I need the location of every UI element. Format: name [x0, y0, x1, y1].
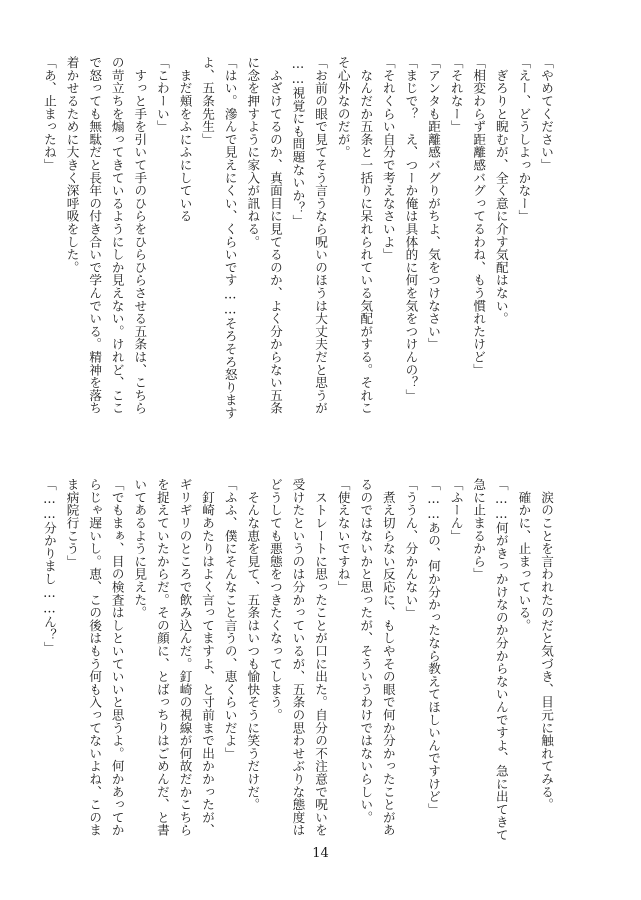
text-line: 「あ、止まったね」 — [41, 56, 57, 172]
text-line: そ心外なのだが。 — [335, 56, 351, 159]
text-line: らじゃ遅いし。恵、この後はもう何も入ってないよね、このま — [87, 478, 103, 837]
text-line: で怒っても無駄だと長年の付き合いで学んでいる。精神を落ち — [87, 56, 103, 415]
text-line: なんだか五条と一括りに呆れられている気配がする。それこ — [358, 56, 374, 415]
text-line: 「……あの、何か分かったなら教えてほしいんですけど」 — [426, 478, 442, 816]
text-block-top — [41, 56, 557, 454]
text-line: 「こわーい」 — [154, 56, 170, 133]
text-line: 「まじで？ え、つーか俺は具体的に何を気をつけんの？」 — [403, 56, 419, 402]
text-line: るのではないかと思ったが、そういうわけではないらしい。 — [358, 478, 374, 824]
text-line: 「はい。滲んで見えにくい、くらいです……そろそろ怒ります — [222, 56, 238, 420]
page-number: 14 — [312, 846, 329, 861]
text-line: よ、五条先生」 — [200, 56, 216, 146]
text-line: 「お前の眼で見てそう言うなら呪いのほうは大丈夫だと思うが — [313, 56, 329, 415]
text-line: ぎろりと睨むが、全く意に介す気配はない。 — [493, 56, 509, 325]
text-line: そんな恵を見て、五条はいつも愉快そうに笑うだけだ。 — [245, 478, 261, 811]
text-block-bottom — [41, 478, 557, 876]
text-line: 「ううん、分かんない」 — [403, 478, 419, 619]
text-line: 「やめてください」 — [539, 56, 554, 172]
text-line: 「……分かりまし……ん？」 — [41, 478, 57, 654]
text-line: 釘崎あたりはよく言ってますよ、と寸前まで出かかったが、 — [200, 478, 216, 837]
text-line: いてあるように見えた。 — [132, 478, 148, 619]
text-line: 「えー、どうしよっかなー」 — [516, 56, 532, 223]
text-line: 確かに、止まっている。 — [516, 478, 532, 632]
text-line: 着かせるために大きく深呼吸をした。 — [64, 56, 80, 274]
text-line: 煮え切らない反応に、もしやその眼で何か分かったことがあ — [380, 478, 396, 837]
text-line: まだ頬をふにふにしている — [177, 56, 193, 223]
text-line: 「アンタも距離感バグりがちよ、気をつけなさい」 — [426, 56, 442, 351]
text-line: に念を押すように家入が訊ねる。 — [245, 56, 261, 248]
text-line: の苛立ちを煽ってきているようにしか見えない。けれど、ここ — [109, 56, 125, 415]
text-line: 「それなー」 — [448, 56, 464, 133]
text-line: 「相変わらず距離感バグってるわね、もう慣れたけど」 — [471, 56, 487, 376]
text-line: 「ふふ、僕にそんなこと言うの、恵くらいだよ」 — [222, 478, 238, 760]
text-line: 涙のことを言われたのだと気づき、目元に触れてみる。 — [539, 478, 554, 811]
text-line: ま病院行こう」 — [64, 478, 80, 568]
text-line: 「でもまぁ、目の検査はしといていいと思うよ。何かあってか — [109, 478, 125, 837]
text-line: 急に止まるから」 — [471, 478, 487, 581]
text-line: ストレートに思ったことが口に出た。自分の不注意で呪いを — [313, 478, 329, 837]
text-line: 「それくらい自分で考えなさいよ」 — [380, 56, 396, 261]
text-line: 受けたというのは分かっているが、五条の思わせぶりな態度は — [290, 478, 306, 837]
text-line: を捉えていたからだ。その顔に、とばっちりはごめんだ、と書 — [154, 478, 170, 837]
text-line: ふざけてるのか、真面目に見てるのか、よく分からない五条 — [267, 56, 283, 415]
text-line: ギリギリのところで飲み込んだ。釘崎の視線が何故だかこちら — [177, 478, 193, 837]
text-line: ……視覚にも問題ないか？」 — [290, 56, 306, 228]
text-line: どうしても悪態をつきたくなってしまう。 — [267, 478, 283, 722]
text-line: 「使えないですね」 — [335, 478, 351, 594]
text-line: すっと手を引いて手のひらをひらひらさせる五条は、こちら — [132, 56, 148, 415]
text-line: 「……何がきっかけなのか分からないんですよ、急に出てきて — [493, 478, 509, 842]
text-line: 「ふーん」 — [448, 478, 464, 542]
